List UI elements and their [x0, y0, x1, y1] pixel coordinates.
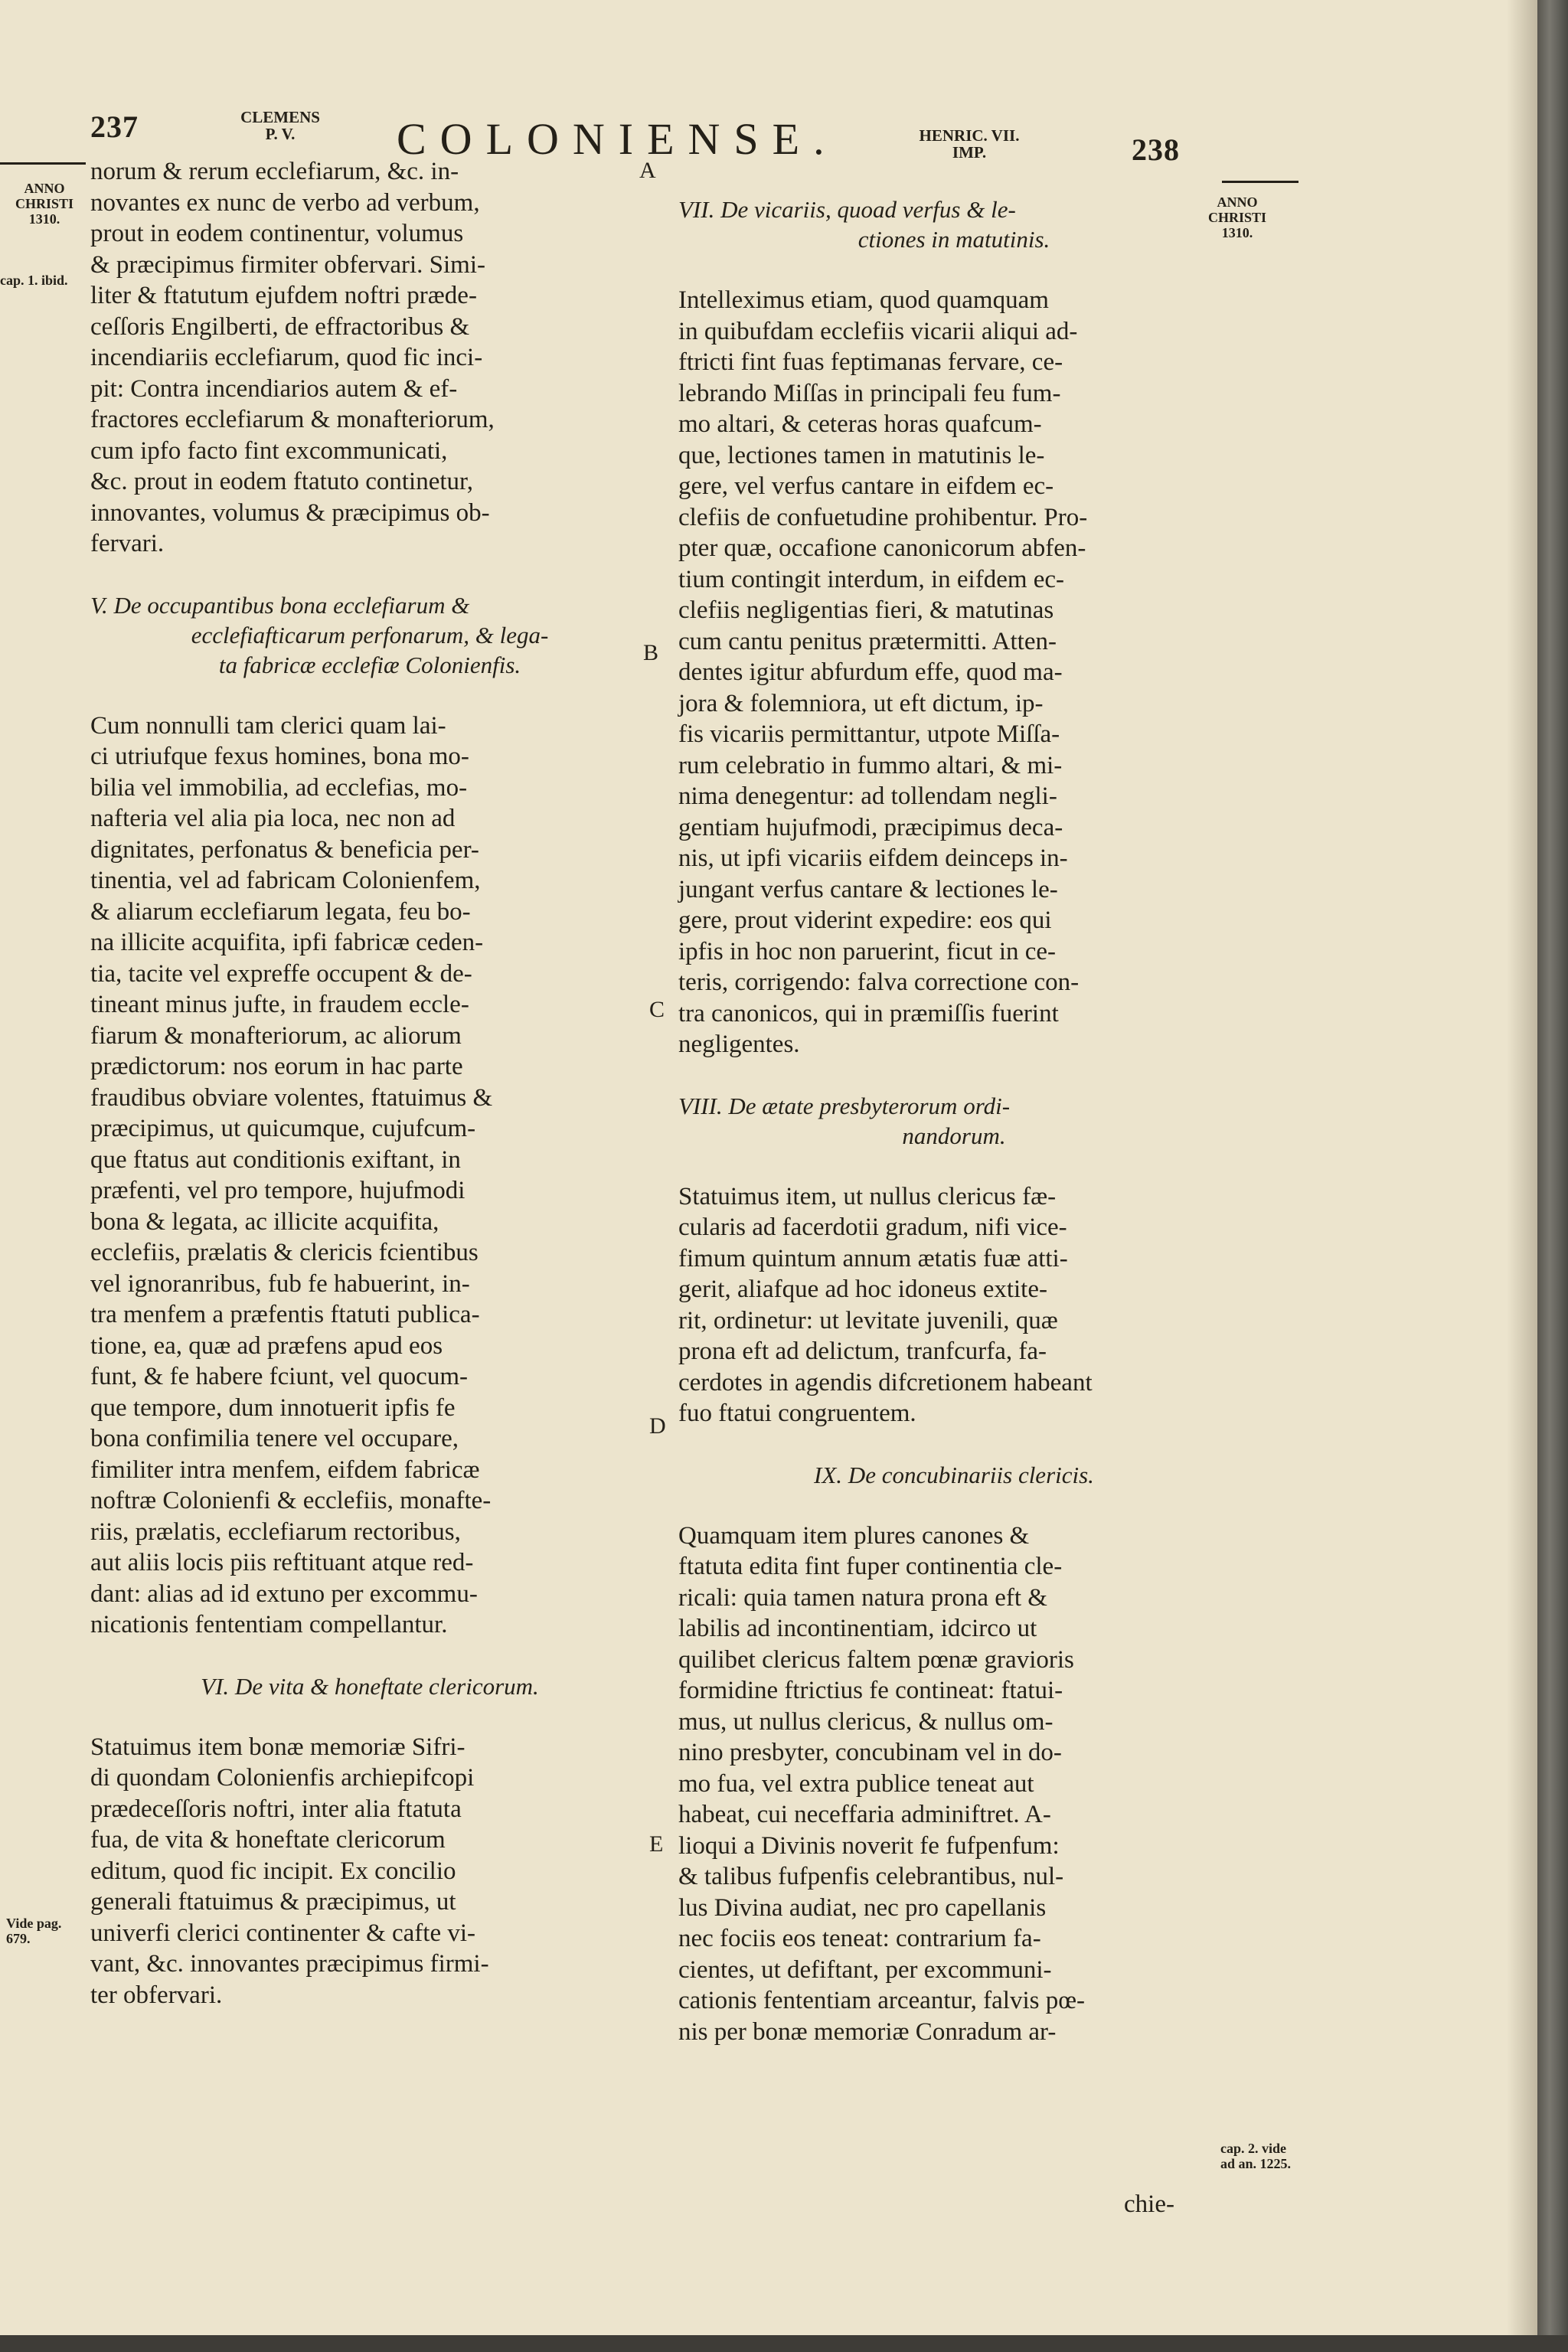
heading-line: ecclefiafticarum perfonarum, & lega- [191, 621, 549, 648]
text-line: prona eft ad delictum, tranfcurfa, fa- [678, 1338, 1047, 1365]
heading-line: VIII. De ætate presbyterorum ordi- [678, 1092, 1011, 1119]
text-line: nicationis fententiam compellantur. [90, 1611, 448, 1638]
text-line: fraudibus obviare volentes, ftatuimus & [90, 1083, 493, 1112]
text-line: que ftatus aut conditionis exiftant, in [90, 1145, 461, 1174]
intro-paragraph [90, 156, 649, 560]
text-line: bona confimilia tenere vel occupare, [90, 1425, 459, 1452]
text-line: di quondam Colonienfis archiepifcopi [90, 1764, 475, 1792]
text-line: nis, ut ipfi vicariis eifdem deinceps in- [678, 844, 1068, 872]
left-column [90, 156, 649, 2011]
section-heading-vii [678, 194, 1230, 254]
margin-note-line: 679. [6, 1931, 31, 1946]
text-line: nima denegentur: ad tollendam negli- [678, 782, 1057, 810]
text-line: bilia vel immobilia, ad ecclefias, mo- [90, 773, 468, 802]
spacer [678, 1151, 1230, 1181]
text-line: que tempore, dum innotuerit ipfis fe [90, 1393, 456, 1422]
text-line: tione, ea, quæ ad præfens apud eos [90, 1331, 443, 1360]
paragraph-ix [678, 1521, 1230, 2048]
text-line: fimiliter intra menfem, eifdem fabricæ [90, 1455, 480, 1484]
margin-note-line: ad an. 1225. [1220, 2156, 1292, 2171]
text-line: dentes igitur abfurdum effe, quod ma- [678, 658, 1063, 686]
heading-line: ctiones in matutinis. [858, 226, 1050, 253]
text-line: fua, de vita & honeftate clericorum [90, 1826, 446, 1854]
text-line: editum, quod fic incipit. Ex concilio [90, 1857, 456, 1885]
margin-note-line: Vide pag. [6, 1916, 62, 1931]
margin-note-line: 1310. [1221, 225, 1253, 240]
text-line: negligentes. [678, 1031, 800, 1058]
text-line: prout in eodem continentur, volumus [90, 220, 464, 247]
text-line: mo fua, vel extra publice teneat aut [678, 1769, 1034, 1798]
text-line: Quamquam item plures canones & [678, 1521, 1030, 1550]
paragraph-vi [90, 1732, 649, 2011]
text-line: gentiam hujufmodi, præcipimus deca- [678, 813, 1063, 841]
text-line: rum celebratio in fummo altari, & mi- [678, 751, 1063, 779]
text-line: fiarum & monafteriorum, ac aliorum [90, 1021, 462, 1050]
right-column [678, 194, 1230, 2047]
page-title: COLONIENSE. [397, 114, 838, 164]
text-line: ci utriufque fexus homines, bona mo- [90, 743, 469, 770]
text-line: fervari. [90, 530, 165, 557]
margin-note-line: 1310. [28, 211, 60, 227]
running-head-left-line: P. V. [265, 125, 296, 143]
text-line: in quibufdam ecclefiis vicarii aliqui ad- [678, 317, 1078, 345]
text-line: dignitates, perfonatus & beneficia per- [90, 835, 479, 864]
margin-note-line: CHRISTI [15, 196, 74, 211]
spacer [678, 1429, 1230, 1460]
text-line: ftatuta edita fint fuper continentia cle- [678, 1553, 1063, 1580]
text-line: tia, tacite vel expreffe occupent & de- [90, 959, 472, 988]
text-line: clefiis de confuetudine prohibentur. Pro- [678, 503, 1088, 531]
scan-bottom-edge [0, 2335, 1568, 2352]
text-line: teris, corrigendo: falva correctione con- [678, 969, 1080, 996]
text-line: ceſſoris Engilberti, de effractoribus & [90, 312, 470, 341]
text-line: funt, & fe habere fciunt, vel quocum- [90, 1363, 468, 1390]
spacer [678, 1060, 1230, 1091]
text-line: fuo ftatui congruentem. [678, 1400, 916, 1427]
heading-line: V. De occupantibus bona ecclefiarum & [90, 591, 470, 619]
text-line: gere, prout viderint expedire: eos qui [678, 906, 1052, 934]
text-line: &c. prout in eodem ftatuto continetur, [90, 468, 473, 495]
text-line: incendiariis ecclefiarum, quod fic inci- [90, 344, 483, 371]
text-line: cerdotes in agendis difcretionem habeant [678, 1368, 1093, 1396]
text-line: vant, &c. innovantes præcipimus firmi- [90, 1950, 489, 1978]
heading-line: ta fabricæ ecclefiæ Colonienfis. [218, 651, 521, 678]
margin-note-ref-left: cap. 1. ibid. [0, 273, 68, 288]
text-line: jora & folemniora, ut eft dictum, ip- [678, 689, 1044, 717]
text-line: & præcipimus firmiter obfervari. Simi- [90, 250, 485, 279]
text-line: ter obfervari. [90, 1981, 223, 2009]
text-line: & talibus fufpenfis celebrantibus, nul- [678, 1863, 1064, 1890]
margin-note-year-left [8, 181, 81, 227]
text-line: & aliarum ecclefiarum legata, feu bo- [90, 897, 471, 926]
text-line: præcipimus, ut quicumque, cujufcum- [90, 1115, 476, 1142]
text-line: bona & legata, ac illicite acquifita, [90, 1207, 439, 1236]
section-heading-ix [678, 1460, 1230, 1490]
text-line: innovantes, volumus & præcipimus ob- [90, 498, 490, 527]
text-line: pit: Contra incendiarios autem & ef- [90, 374, 458, 403]
running-head-right-line: IMP. [952, 143, 987, 162]
text-line: lus Divina audiat, nec pro capellanis [678, 1893, 1047, 1922]
text-line: tinentia, vel ad fabricam Colonienfem, [90, 867, 481, 894]
text-line: aut aliis locis piis reftituant atque red- [90, 1549, 474, 1576]
header-rule-right [1222, 181, 1298, 183]
margin-note-line: cap. 2. vide [1220, 2141, 1287, 2156]
running-head-left [219, 109, 341, 142]
spacer [678, 1490, 1230, 1521]
text-line: prædictorum: nos eorum in hac parte [90, 1053, 463, 1080]
text-line: Statuimus item bonæ memoriæ Sifri- [90, 1733, 466, 1761]
text-line: ipfis in hoc non paruerint, ficut in ce- [678, 937, 1057, 965]
text-line: cum cantu penitus prætermitti. Atten- [678, 627, 1057, 655]
text-line: clefiis negligentias fieri, & matutinas [678, 596, 1054, 624]
heading-line: VI. De vita & honeftate clericorum. [201, 1672, 539, 1700]
text-line: labilis ad incontinentiam, idcirco ut [678, 1615, 1037, 1642]
text-line: dant: alias ad id extuno per excommu- [90, 1579, 478, 1608]
paragraph-vii [678, 285, 1230, 1060]
text-line: prædeceſſoris noftri, inter alia ftatuta [90, 1795, 462, 1823]
section-letter-e: E [649, 1831, 664, 1857]
paragraph-v [90, 710, 649, 1641]
text-line: jungant verfus cantare & lectiones le- [678, 875, 1058, 903]
text-line: nino presbyter, concubinam vel in do- [678, 1739, 1062, 1766]
text-line: rit, ordinetur: ut levitate juvenili, quæ [678, 1306, 1058, 1334]
header-rule-left [0, 162, 86, 165]
text-line: Statuimus item, ut nullus clericus fæ- [678, 1182, 1057, 1210]
text-line: præfenti, vel pro tempore, hujufmodi [90, 1177, 466, 1204]
text-line: tra menfem a præfentis ftatuti publica- [90, 1301, 480, 1328]
section-heading-v [90, 590, 649, 680]
text-line: riis, prælatis, ecclefiarum rectoribus, [90, 1517, 461, 1546]
margin-note-line: ANNO [24, 181, 65, 196]
text-line: vel ignoranribus, fub fe habuerint, in- [90, 1269, 470, 1298]
text-line: fimum quintum annum ætatis fuæ atti- [678, 1244, 1068, 1272]
heading-line: IX. De concubinariis clericis. [814, 1461, 1094, 1488]
text-line: cularis ad facerdotii gradum, nifi vice- [678, 1214, 1067, 1241]
text-line: fractores ecclefiarum & monafteriorum, [90, 406, 495, 433]
text-line: Cum nonnulli tam clerici quam lai- [90, 711, 446, 740]
text-line: habeat, cui neceffaria adminiftret. A- [678, 1801, 1051, 1828]
text-line: ftricti fint fuas feptimanas fervare, ce- [678, 348, 1063, 376]
section-letter-d: D [649, 1413, 666, 1439]
text-line: tium contingit interdum, in eifdem ec- [678, 565, 1065, 593]
text-line: cum ipfo facto fint excommunicati, [90, 436, 448, 465]
text-line: cationis fententiam arceantur, falvis pœ- [678, 1987, 1086, 2014]
margin-note-line: ANNO [1217, 194, 1258, 210]
spacer [90, 1641, 649, 1671]
heading-line: VII. De vicariis, quoad verfus & le- [678, 196, 1016, 223]
text-line: nis per bonæ memoriæ Conradum ar- [678, 2017, 1057, 2046]
text-line: lioqui a Divinis noverit fe fufpenfum: [678, 1831, 1060, 1860]
page-number-right: 238 [1132, 132, 1180, 167]
text-line: formidine ftrictius fe contineat: ftatui- [678, 1677, 1063, 1704]
text-line: nafteria vel alia pia loca, nec non ad [90, 805, 456, 832]
text-line: gerit, aliafque ad hoc idoneus extite- [678, 1276, 1047, 1303]
text-line: tineant minus jufte, in fraudem eccle- [90, 991, 469, 1018]
book-spine-edge [1537, 0, 1568, 2352]
text-line: Intelleximus etiam, quod quamquam [678, 286, 1049, 314]
text-line: norum & rerum ecclefiarum, &c. in- [90, 158, 459, 185]
page-number-left: 237 [90, 109, 139, 144]
section-letter-c: C [649, 997, 665, 1022]
catchword: chie- [1124, 2190, 1174, 2218]
text-line: ricali: quia tamen natura prona eft & [678, 1583, 1047, 1612]
running-head-right-line: HENRIC. VII. [919, 126, 1020, 145]
spacer [90, 680, 649, 710]
text-line: gere, vel verfus cantare in eifdem ec- [678, 472, 1054, 500]
text-line: nec fociis eos teneat: contrarium fa- [678, 1925, 1041, 1952]
text-line: noftræ Colonienfi & ecclefiis, monafte- [90, 1487, 492, 1514]
section-heading-vi [90, 1671, 649, 1701]
section-letter-b: B [643, 640, 659, 665]
text-line: que, lectiones tamen in matutinis le- [678, 441, 1045, 469]
text-line: fis vicariis permittantur, utpote Miſſa- [678, 720, 1060, 748]
heading-line: nandorum. [902, 1122, 1006, 1149]
section-heading-viii [678, 1091, 1230, 1151]
text-line: na illicite acquifita, ipfi fabricæ ceden- [90, 929, 484, 956]
text-line: generali ftatuimus & præcipimus, ut [90, 1888, 456, 1916]
text-line: cientes, ut defiftant, per excommuni- [678, 1955, 1052, 1984]
spacer [90, 560, 649, 590]
margin-note-vide-left [6, 1916, 83, 1946]
text-line: liter & ftatutum ejufdem noftri præde- [90, 282, 477, 309]
text-line: tra canonicos, qui in præmiſſis fuerint [678, 999, 1059, 1027]
margin-note-cap-right [1220, 2141, 1335, 2171]
text-line: lebrando Miſſas in principali feu fum- [678, 379, 1061, 407]
text-line: novantes ex nunc de verbo ad verbum, [90, 188, 480, 217]
text-line: pter quæ, occafione canonicorum abfen- [678, 534, 1086, 562]
margin-note-line: CHRISTI [1207, 210, 1267, 225]
text-line: univerfi clerici continenter & cafte vi- [90, 1919, 476, 1947]
paragraph-viii [678, 1181, 1230, 1429]
spacer [678, 254, 1230, 285]
running-head-left-line: CLEMENS [240, 108, 320, 126]
spacer [90, 1701, 649, 1732]
text-line: ecclefiis, prælatis & clericis fcientibus [90, 1239, 479, 1266]
text-line: mus, ut nullus clericus, & nullus om- [678, 1707, 1054, 1736]
section-letter-a: A [639, 158, 656, 183]
running-head-right [908, 127, 1031, 161]
text-line: quilibet clericus faltem pœnæ gravioris [678, 1645, 1074, 1674]
text-line: mo altari, & ceteras horas quafcum- [678, 410, 1042, 438]
